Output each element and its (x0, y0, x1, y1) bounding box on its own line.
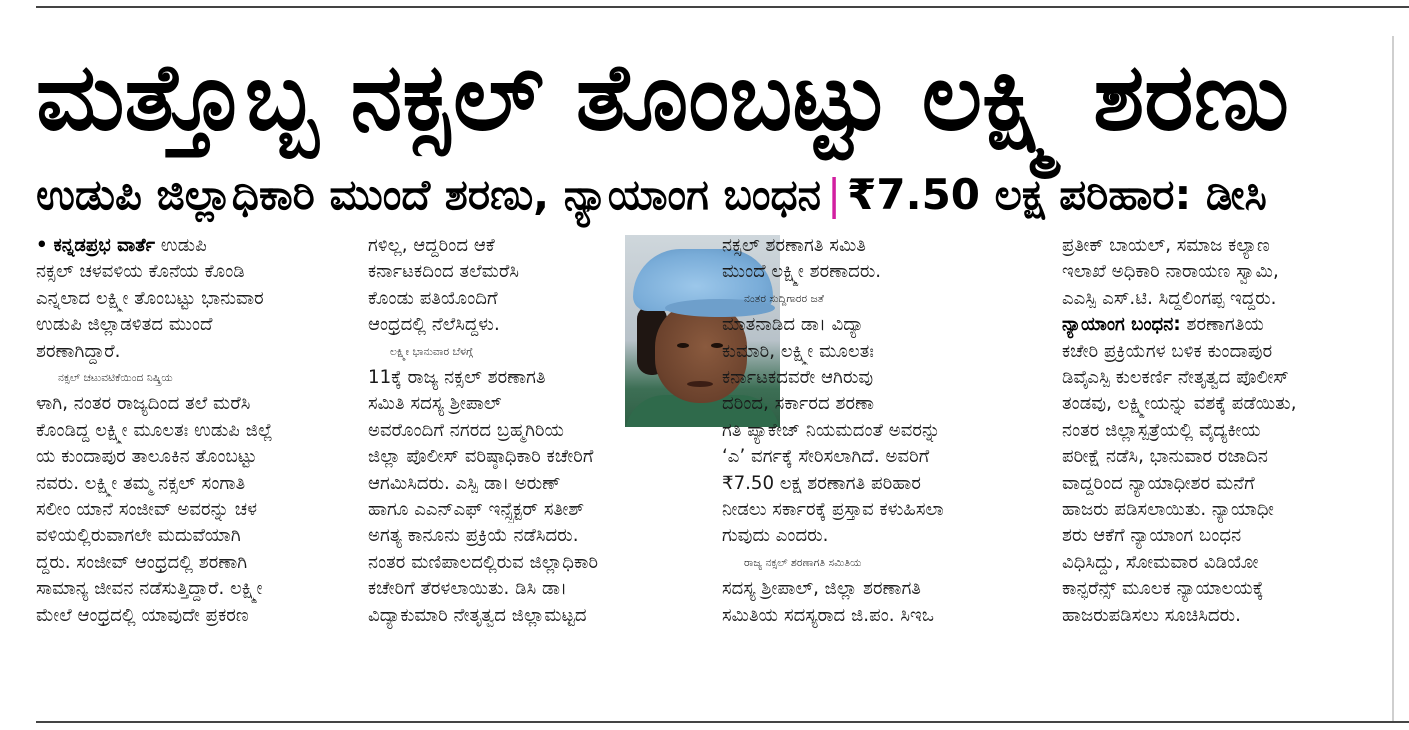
text-line: ದರಿಂದ, ಸರ್ಕಾರದ ಶರಣಾ (722, 393, 875, 415)
text-line: ಎಎಸ್ಪಿ ಎಸ್.ಟಿ. ಸಿದ್ದಲಿಂಗಪ್ಪ ಇದ್ದರು. (1062, 287, 1277, 309)
text-line: ಕಚೇರಿ ಪ್ರಕ್ರಿಯೆಗಳ ಬಳಿಕ ಕುಂದಾಪುರ (1062, 340, 1273, 362)
article-column-4 (1062, 233, 1392, 703)
bottom-rule (36, 721, 1409, 723)
subheadline-left: ಉಡುಪಿ ಜಿಲ್ಲಾಧಿಕಾರಿ ಮುಂದೆ ಶರಣು, ನ್ಯಾಯಾಂಗ ಬಂಧನ (36, 170, 822, 219)
text-line: ಗುವುದು ಎಂದರು. (722, 525, 829, 547)
text-line: ಸಲೀಂ ಯಾನೆ ಸಂಜೀವ್ ಅವರನ್ನು ಚಳ (36, 499, 258, 521)
text-line: ‘ಎ’ ವರ್ಗಕ್ಕೆ ಸೇರಿಸಲಾಗಿದೆ. ಅವರಿಗೆ (722, 446, 930, 468)
text-line: ಸಮಿತಿ ಸದಸ್ಯ ಶ್ರೀಪಾಲ್ (368, 393, 502, 415)
text-line: ಕರ್ನಾಟಕದಿಂದ ತಲೆಮರೆಸಿ (368, 261, 519, 283)
text-line: ನಂತರ ಸುದ್ದಿಗಾರರ ಜತೆ (744, 291, 824, 305)
text-line: ಸದಸ್ಯ ಶ್ರೀಪಾಲ್, ಜಿಲ್ಲಾ ಶರಣಾಗತಿ (722, 578, 922, 600)
column-4-rest-text (1062, 339, 1392, 629)
text-line: ಮಾತನಾಡಿದ ಡಾ। ವಿದ್ಯಾ (722, 314, 864, 336)
text-line: ಇಲಾಖೆ ಅಧಿಕಾರಿ ನಾರಾಯಣ ಸ್ವಾಮಿ, (1062, 261, 1279, 283)
text-line: ಕೊಂಡಿದ್ದ ಲಕ್ಷ್ಮೀ ಮೂಲತಃ ಉಡುಪಿ ಜಿಲ್ಲೆ (36, 419, 273, 441)
text-line: ಮುಂದೆ ಲಕ್ಷ್ಮೀ ಶರಣಾದರು. (722, 261, 882, 283)
text-line: ನೀಡಲು ಸರ್ಕಾರಕ್ಕೆ ಪ್ರಸ್ತಾವ ಕಳುಹಿಸಲಾ (722, 499, 944, 521)
text-line: ಪರೀಕ್ಷೆ ನಡೆಸಿ, ಭಾನುವಾರ ರಜಾದಿನ (1062, 446, 1269, 468)
text-line: ಅಗತ್ಯ ಕಾನೂನು ಪ್ರಕ್ರಿಯೆ ನಡೆಸಿದರು. (368, 525, 579, 547)
text-line: ಜಿಲ್ಲಾ ಪೊಲೀಸ್ ವರಿಷ್ಠಾಧಿಕಾರಿ ಕಚೇರಿಗೆ (368, 446, 594, 468)
text-line: ಶರಣಾಗಿದ್ದಾರೆ. (36, 340, 121, 362)
photo-mouth (687, 381, 713, 387)
text-line: ವಿದ್ಯಾಕುಮಾರಿ ನೇತೃತ್ವದ ಜಿಲ್ಲಾಮಟ್ಟದ (368, 604, 587, 626)
text-line: ಶರು ಆಕೆಗೆ ನ್ಯಾಯಾಂಗ ಬಂಧನ (1062, 525, 1242, 547)
article-column-3 (722, 233, 1044, 703)
text-line: ಳಾಗಿ, ನಂತರ ರಾಜ್ಯದಿಂದ ತಲೆ ಮರೆಸಿ (36, 393, 251, 415)
text-line: ದ್ದರು. ಸಂಜೀವ್ ಆಂಧ್ರದಲ್ಲಿ ಶರಣಾಗಿ (36, 551, 248, 573)
text-line: ಕರ್ನಾಟಕದವರೇ ಆಗಿರುವು (722, 367, 874, 389)
subheadline (36, 166, 1396, 224)
photo-eye (677, 343, 689, 348)
text-line: ಕಾನ್ಫರೆನ್ಸ್ ಮೂಲಕ ನ್ಯಾಯಾಲಯಕ್ಕೆ (1062, 578, 1264, 600)
text-line: ರಾಜ್ಯ ನಕ್ಸಲ್ ಶರಣಾಗತಿ ಸಮಿತಿಯ (744, 555, 862, 569)
text-line: ಗತಿ ಪ್ಯಾಕೇಜ್ ನಿಯಮದಂತೆ ಅವರನ್ನು (722, 419, 941, 441)
text-line: ಸಾಮಾನ್ಯ ಜೀವನ ನಡೆಸುತ್ತಿದ್ದಾರೆ. ಲಕ್ಷ್ಮೀ (36, 578, 263, 600)
byline (36, 233, 356, 259)
subheadline-right: ₹7.50 ಲಕ್ಷ ಪರಿಹಾರ: ಡೀಸಿ (847, 170, 1267, 219)
text-line: ಸಮಿತಿಯ ಸದಸ್ಯರಾದ ಜಿ.ಪಂ. ಸಿಇಒ (722, 604, 935, 626)
section-lead: ನ್ಯಾಯಾಂಗ ಬಂಧನ: (1062, 314, 1181, 336)
text-line: ನಂತರ ಜಿಲ್ಲಾಸ್ಪತ್ರೆಯಲ್ಲಿ ವೈದ್ಯಕೀಯ (1062, 419, 1261, 441)
text-line: ನಕ್ಸಲ್ ಚಳವಳಿಯ ಕೊನೆಯ ಕೊಂಡಿ (36, 261, 245, 283)
headline: ಮತ್ತೊಬ್ಬ ನಕ್ಸಲ್ ತೊಂಬಟ್ಟು ಲಕ್ಷ್ಮಿ ಶರಣು (36, 43, 1289, 151)
text-line: ಮೇಲೆ ಆಂಧ್ರದಲ್ಲಿ ಯಾವುದೇ ಪ್ರಕರಣ (36, 604, 249, 626)
text-line: ಕಚೇರಿಗೆ ತೆರಳಲಾಯಿತು. ಡಿಸಿ ಡಾ। (368, 578, 567, 600)
text-line: ನಕ್ಸಲ್ ಚಟುವಟಿಕೆಯಿಂದ ನಿಷ್ಕ್ರಿಯ (58, 371, 173, 385)
text-line: ಹಾಗೂ ಎಎನ್ಎಫ್ ಇನ್ಸ್ಪೆಕ್ಟರ್ ಸತೀಶ್ (368, 499, 585, 521)
text-line: ಕೊಂಡು ಪತಿಯೊಂದಿಗೆ (368, 287, 498, 309)
text-line: ನವರು. ಲಕ್ಷ್ಮೀ ತಮ್ಮ ನಕ್ಸಲ್ ಸಂಗಾತಿ (36, 472, 246, 494)
top-rule (36, 6, 1409, 8)
column-3-text (722, 233, 1044, 629)
section-lead-line (1062, 312, 1392, 338)
text-line: ಲಕ್ಷ್ಮೀ ಭಾನುವಾರ ಬೆಳಗ್ಗೆ (390, 344, 473, 358)
text-line: ₹7.50 ಲಕ್ಷ ಶರಣಾಗತಿ ಪರಿಹಾರ (722, 472, 921, 494)
text-line: 11ಕ್ಕೆ ರಾಜ್ಯ ನಕ್ಸಲ್ ಶರಣಾಗತಿ (368, 367, 546, 389)
text-line: ಆಂಧ್ರದಲ್ಲಿ ನೆಲೆಸಿದ್ದಳು. (368, 314, 500, 336)
section-lead-rest: ಶರಣಾಗತಿಯ (1186, 314, 1264, 336)
text-line: ಅವರೊಂದಿಗೆ ನಗರದ ಬ್ರಹ್ಮಗಿರಿಯ (368, 419, 565, 441)
text-line: ಆಗಮಿಸಿದರು. ಎಸ್ಪಿ ಡಾ। ಅರುಣ್ (368, 472, 561, 494)
text-line: ಎನ್ನಲಾದ ಲಕ್ಷ್ಮೀ ತೊಂಬಟ್ಟು ಭಾನುವಾರ (36, 287, 264, 309)
text-line: ಹಾಜರು ಪಡಿಸಲಾಯಿತು. ನ್ಯಾಯಾಧೀ (1062, 499, 1274, 521)
text-line: ನಂತರ ಮಣಿಪಾಲದಲ್ಲಿರುವ ಜಿಲ್ಲಾಧಿಕಾರಿ (368, 551, 599, 573)
article-column-1 (36, 233, 356, 703)
text-line: ವಿಧಿಸಿದ್ದು, ಸೋಮವಾರ ವಿಡಿಯೋ (1062, 551, 1259, 573)
byline-agency: ಕನ್ನಡಪ್ರಭ ವಾರ್ತೆ (53, 235, 156, 256)
column-1-text (36, 259, 356, 629)
text-line: ಯ ಕುಂದಾಪುರ ತಾಲೂಕಿನ ತೊಂಬಟ್ಟು (36, 446, 257, 468)
text-line: ಡಿವೈಎಸ್ಪಿ ಕುಲಕರ್ಣಿ ನೇತೃತ್ವದ ಪೊಲೀಸ್ (1062, 367, 1289, 389)
text-line: ವಳಿಯಲ್ಲಿರುವಾಗಲೇ ಮದುವೆಯಾಗಿ (36, 525, 241, 547)
text-line: ಉಡುಪಿ ಜಿಲ್ಲಾಡಳಿತದ ಮುಂದೆ (36, 314, 213, 336)
subheadline-separator: | (827, 170, 842, 219)
byline-bullet: • (36, 235, 48, 256)
text-line: ಗಳಿಲ್ಲ, ಆದ್ದರಿಂದ ಆಕೆ (368, 235, 495, 256)
text-line: ನಕ್ಸಲ್ ಶರಣಾಗತಿ ಸಮಿತಿ (722, 235, 866, 256)
text-line: ಪ್ರತೀಕ್ ಬಾಯಲ್, ಸಮಾಜ ಕಲ್ಯಾಣ (1062, 235, 1270, 256)
page-edge (1392, 36, 1394, 721)
text-line: ಹಾಜರುಪಡಿಸಲು ಸೂಚಿಸಿದರು. (1062, 604, 1241, 626)
text-line: ಕುಮಾರಿ, ಲಕ್ಷ್ಮೀ ಮೂಲತಃ (722, 340, 874, 362)
byline-place: ಉಡುಪಿ (160, 235, 207, 256)
column-4-top-text (1062, 233, 1392, 312)
text-line: ವಾದ್ದರಿಂದ ನ್ಯಾಯಾಧೀಶರ ಮನೆಗೆ (1062, 472, 1255, 494)
text-line: ತಂಡವು, ಲಕ್ಷ್ಮೀಯನ್ನು ವಶಕ್ಕೆ ಪಡೆಯಿತು, (1062, 393, 1297, 415)
